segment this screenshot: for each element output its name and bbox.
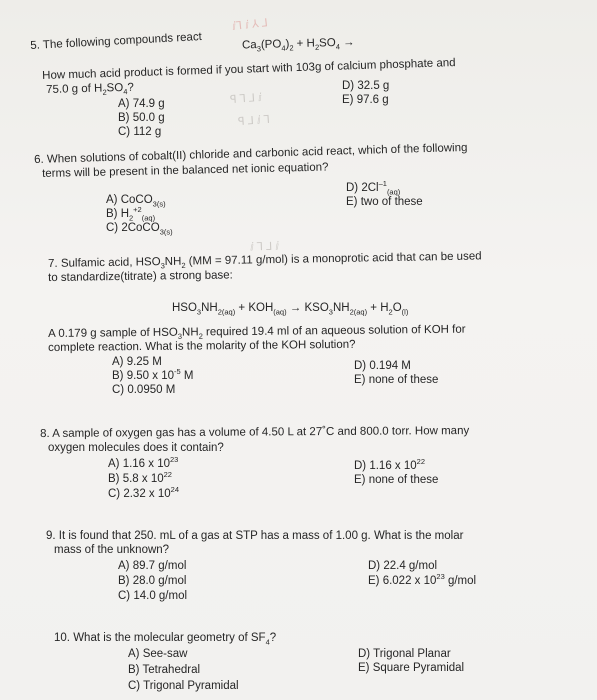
option-a[interactable]: A) 9.25 M [112,356,162,368]
option-e[interactable]: E) 97.6 g [342,94,389,106]
bleed-through-mark: ꟼ ⅂ ⅃ ⅈ [229,91,263,107]
option-b[interactable]: B) Tetrahedral [128,664,201,676]
option-a[interactable]: A) See-saw [128,648,188,660]
option-c[interactable]: C) 0.0950 M [112,384,176,396]
bleed-through-mark: ꟼ ⅃ ⅈ ⅂ [237,113,271,129]
option-a[interactable]: A) 1.16 x $10^{23}$ [108,455,179,470]
question-stem: How much acid product is formed if you start with 103g of calcium phosphate and [42,57,456,82]
question-stem: 10. What is the molecular geometry of $SF_4$? [54,632,277,647]
question-10 [54,632,594,698]
option-d[interactable]: D) 32.5 g [342,80,390,92]
option-a[interactable]: A) 74.9 g [118,98,165,110]
question-number: 10. [54,632,70,644]
question-5 [30,26,570,138]
option-b[interactable]: B) 50.0 g [118,112,165,124]
question-stem: to standardize(titrate) a strong base: [48,269,233,284]
question-8 [40,425,580,508]
question-stem: oxygen molecules does it contain? [48,442,224,454]
option-a[interactable]: A) 89.7 g/mol [118,560,187,572]
question-stem: 6. When solutions of cobalt(II) chloride and carbonic acid react, which of the following [34,141,468,166]
option-e[interactable]: E) two of these [346,196,423,208]
question-stem: 9. It is found that 250. mL of a gas at STP has a mass of 1.00 g. What is the molar [46,530,464,542]
option-c[interactable]: C) 112 g [118,126,162,138]
bleed-through-mark: ⅈ⅂ ⅈ ⅄ ⅃ [231,17,269,33]
option-e[interactable]: E) none of these [354,474,439,486]
option-b[interactable]: B) 9.50 x $10^{-5}$ M [112,367,194,382]
option-c[interactable]: C) 2CoCO$_{3(s)}$ [106,222,173,237]
question-6 [34,141,574,242]
question-number: 8. [40,427,50,440]
option-c[interactable]: C) 2.32 x $10^{24}$ [108,485,179,500]
question-stem: 8. A sample of oxygen gas has a volume of 4.50 L at 27˚C and 800.0 torr. How many [40,425,470,440]
option-d[interactable]: D) $2Cl^{-1}_{(aq)}$ [346,179,401,197]
reaction-equation: $Ca_3(PO_4)_2 + H_2SO_4$ → [241,36,355,54]
option-c[interactable]: C) Trigonal Pyramidal [128,680,239,692]
option-b[interactable]: B) 5.8 x $10^{22}$ [108,470,172,485]
question-number: 9. [46,530,56,542]
question-stem: 7. Sulfamic acid, $HSO_3NH_2$ (MM = 97.11 g/mol) is a monoprotic acid that can be used [48,250,482,271]
question-number: 5. [30,39,41,52]
option-b[interactable]: B) 28.0 g/mol [118,575,187,587]
question-number: 7. [48,257,58,270]
question-stem: terms will be present in the balanced net ionic equation? [42,161,329,180]
option-e[interactable]: E) 6.022 x $10^{23}$ g/mol [368,572,477,587]
option-d[interactable]: D) 1.16 x $10^{22}$ [354,457,425,472]
question-stem: A 0.179 g sample of $HSO_3NH_2$ required 19.4 ml of an aqueous solution of KOH for [48,323,466,341]
option-d[interactable]: D) Trigonal Planar [358,648,451,660]
option-d[interactable]: D) 0.194 M [354,360,411,372]
option-c[interactable]: C) 14.0 g/mol [118,590,188,602]
question-intro: The following compounds react [42,31,203,52]
question-9 [46,530,586,610]
question-stem: mass of the unknown? [54,544,170,556]
option-e[interactable]: E) none of these [354,374,439,386]
option-e[interactable]: E) Square Pyramidal [358,662,465,674]
bleed-through-mark: ⅈ ⅂ ⅃ ⅈ [249,240,280,254]
option-d[interactable]: D) 22.4 g/mol [368,560,438,572]
reaction-equation: $HSO_3NH_{2(aq)} + KOH_{(aq)} \to KSO_3NH_{2(aq)} + H_2O_{(l)}$ [172,302,409,317]
question-stem: complete reaction. What is the molarity of the KOH solution? [48,338,356,354]
option-a[interactable]: A) CoCO$_{3(s)}$ [106,194,166,209]
question-7 [36,250,576,396]
question-stem: 75.0 g of $H_2SO_4$? [46,81,134,97]
option-b[interactable]: B) $H_2^{+2}_{(aq)}$ [106,205,156,223]
question-number: 6. [34,153,44,166]
